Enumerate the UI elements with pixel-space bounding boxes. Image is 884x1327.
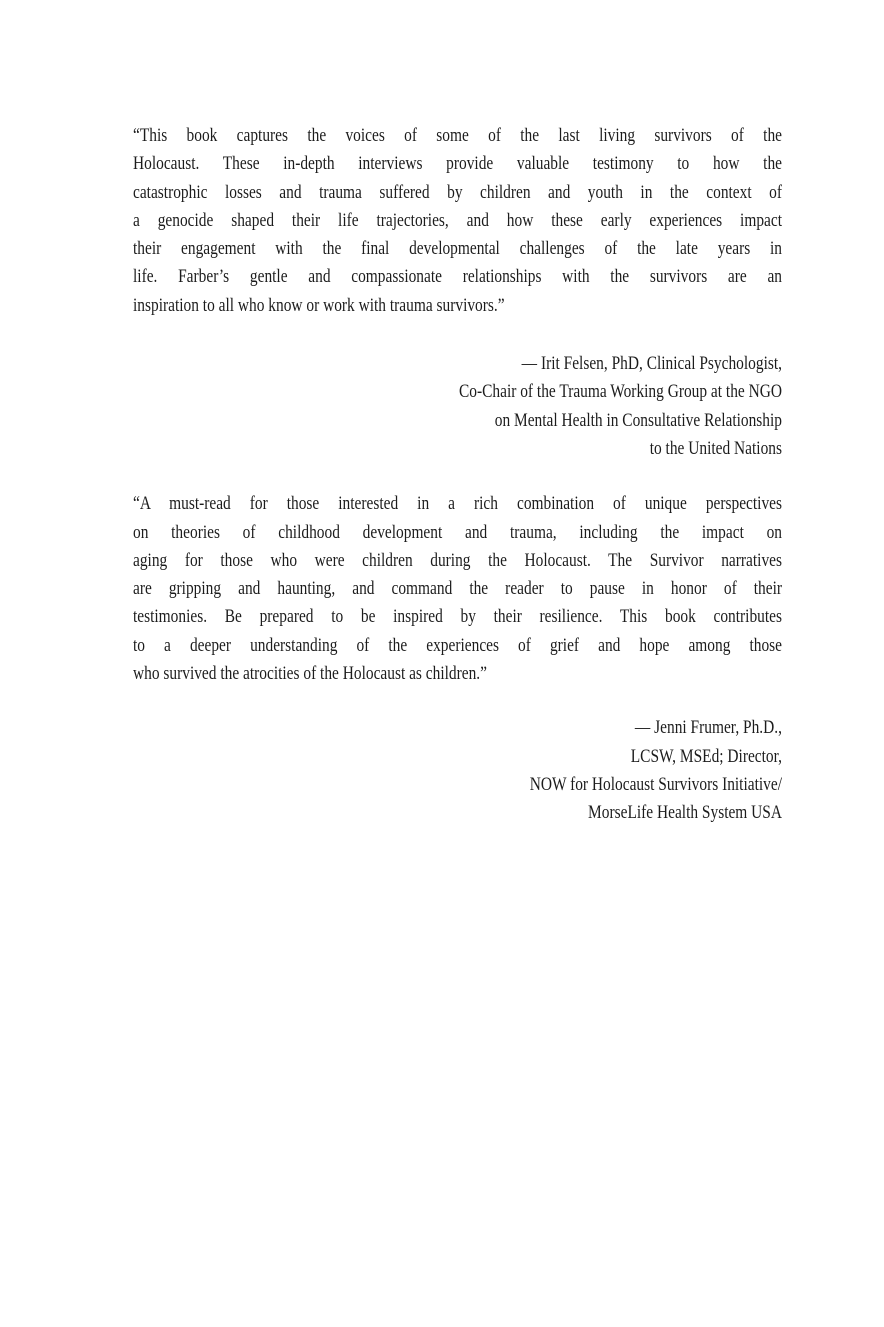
quote-line: a genocide shaped their life trajectories, and how these early experiences impact xyxy=(133,209,782,231)
attribution-line: MorseLife Health System USA xyxy=(588,802,782,824)
quote-line: Holocaust. These in-depth interviews provide valuable testimony to how the xyxy=(133,153,782,175)
attribution-line: — Jenni Frumer, Ph.D., xyxy=(634,717,782,739)
quote-line: life. Farber’s gentle and compassionate relationships with the survivors are an xyxy=(133,266,782,288)
attribution-line: NOW for Holocaust Survivors Initiative/ xyxy=(529,773,782,795)
quote-line: “This book captures the voices of some of the last living survivors of the xyxy=(133,125,782,146)
endorsements-content xyxy=(133,122,782,828)
attribution-line: LCSW, MSEd; Director, xyxy=(630,745,782,767)
quote-line: are gripping and haunting, and command the reader to pause in honor of their xyxy=(133,578,782,600)
attribution-line: on Mental Health in Consultative Relationship xyxy=(494,409,782,431)
quote-line: inspiration to all who know or work with trauma survivors.” xyxy=(133,294,505,316)
endorsement-1-quote xyxy=(133,122,782,320)
attribution-line: Co-Chair of the Trauma Working Group at the NGO xyxy=(459,381,782,403)
quote-line: to a deeper understanding of the experiences of grief and hope among those xyxy=(133,634,782,656)
endorsement-2-attribution xyxy=(133,714,782,827)
quote-line: catastrophic losses and trauma suffered by children and youth in the context of xyxy=(133,181,782,203)
text-block xyxy=(133,122,782,828)
quote-line: aging for those who were children during the Holocaust. The Survivor narratives xyxy=(133,549,782,571)
endorsement-2 xyxy=(133,490,782,827)
quote-line: their engagement with the final developmental challenges of the late years in xyxy=(133,238,782,260)
quote-line: “A must-read for those interested in a rich combination of unique perspectives xyxy=(133,493,782,515)
quote-line: testimonies. Be prepared to be inspired by their resilience. This book contributes xyxy=(133,606,782,628)
endorsement-1-attribution xyxy=(133,350,782,463)
endorsement-2-quote xyxy=(133,490,782,688)
attribution-line: to the United Nations xyxy=(649,437,782,459)
attribution-line: — Irit Felsen, PhD, Clinical Psychologist, xyxy=(521,353,782,375)
endorsement-1 xyxy=(133,122,782,463)
quote-line: who survived the atrocities of the Holocaust as children.” xyxy=(133,663,487,685)
quote-line: on theories of childhood development and trauma, including the impact on xyxy=(133,521,782,543)
